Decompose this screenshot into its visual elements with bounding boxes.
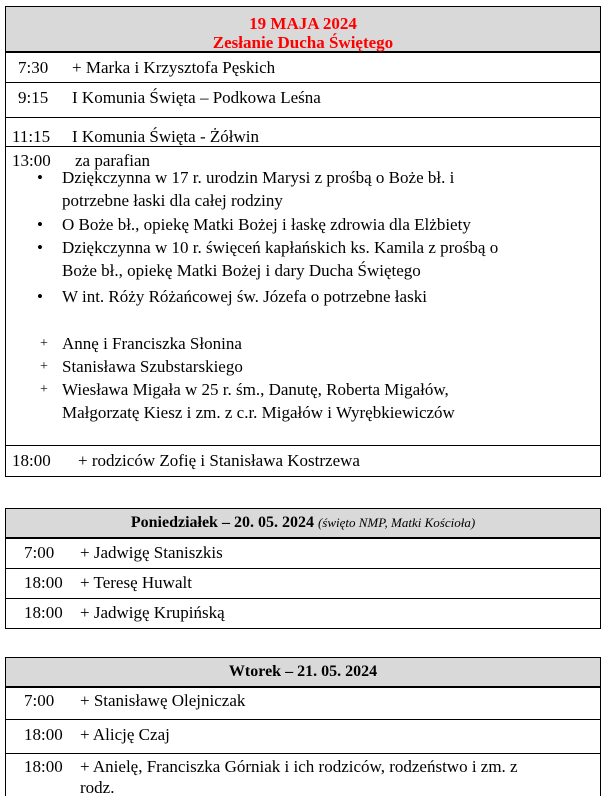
sunday-feast: Zesłanie Ducha Świętego (212, 33, 394, 52)
sunday-date: 19 MAJA 2024 (249, 14, 357, 33)
mass-time: 13:00 (12, 151, 51, 170)
list-item: • O Boże bł., opiekę Matki Bożej i łaskę zdrowia dla Elżbiety (62, 213, 582, 236)
mass-time: 18:00 (24, 757, 63, 776)
mass-intention: + rodziców Zofię i Stanisława Kostrzewa (78, 451, 360, 470)
mass-time: 18:00 (12, 451, 51, 470)
mass-intention: I Komunia Święta – Podkowa Leśna (72, 88, 321, 107)
tuesday-header (6, 658, 600, 687)
mass-intention: za parafian (75, 151, 151, 170)
mass-time: 18:00 (24, 573, 63, 592)
tuesday-title: Wtorek – 21. 05. 2024 (228, 663, 378, 680)
mass-intention: + Jadwigę Staniszkis (80, 543, 223, 562)
mass-row (6, 445, 600, 475)
monday-note: (święto NMP, Matki Kościoła) (317, 515, 476, 530)
mass-intention: + Teresę Huwalt (80, 573, 192, 592)
sunday-table (5, 6, 601, 477)
mass-row (6, 753, 600, 799)
mass-row (6, 719, 600, 753)
mass-row (6, 82, 600, 117)
mass-row (6, 52, 600, 82)
mass-intention: + Alicję Czaj (80, 725, 170, 744)
monday-title: Poniedziałek – 20. 05. 2024 (130, 514, 314, 531)
monday-header (6, 509, 600, 538)
mass-intention: + Stanisławę Olejniczak (80, 691, 246, 710)
mass-row (6, 538, 600, 568)
list-item: + Annę i Franciszka Słonina (62, 332, 582, 355)
sunday-header (6, 7, 600, 52)
mass-row (6, 687, 600, 719)
mass-time: 7:00 (24, 543, 55, 562)
mass-time: 18:00 (24, 725, 63, 744)
list-item: • Dziękczynna w 17 r. urodzin Marysi z prośbą o Boże bł. i potrzebne łaski dla całej rodziny (62, 166, 582, 212)
mass-row (6, 117, 600, 146)
tuesday-table (5, 657, 601, 796)
list-item: + Wiesława Migała w 25 r. śm., Danutę, Roberta Migałów, Małgorzatę Kiesz i zm. z c.r. Migałów i Wyrębkiewiczów (62, 378, 582, 424)
parish-mass-row (6, 146, 600, 445)
list-item: • Dziękczynna w 10 r. święceń kapłańskich ks. Kamila z prośbą o Boże bł., opiekę Matki Bożej i dary Ducha Świętego (62, 236, 582, 282)
mass-intention: + Marka i Krzysztofa Pęskich (72, 58, 276, 77)
mass-time: 18:00 (24, 603, 63, 622)
mass-intention: + Anielę, Franciszka Górniak i ich rodziców, rodzeństwo i zm. z rodz. (80, 757, 518, 797)
list-item: + Stanisława Szubstarskiego (62, 355, 582, 378)
mass-intention: I Komunia Święta - Żółwin (72, 127, 259, 146)
monday-table (5, 508, 601, 629)
mass-row (6, 598, 600, 628)
mass-time: 7:30 (18, 58, 49, 77)
mass-intention: + Jadwigę Krupińską (80, 603, 225, 622)
list-item: • W int. Róży Różańcowej św. Józefa o potrzebne łaski (62, 285, 582, 308)
mass-time: 7:00 (24, 691, 55, 710)
mass-row (6, 568, 600, 598)
mass-time: 11:15 (12, 127, 51, 146)
mass-time: 9:15 (18, 88, 49, 107)
